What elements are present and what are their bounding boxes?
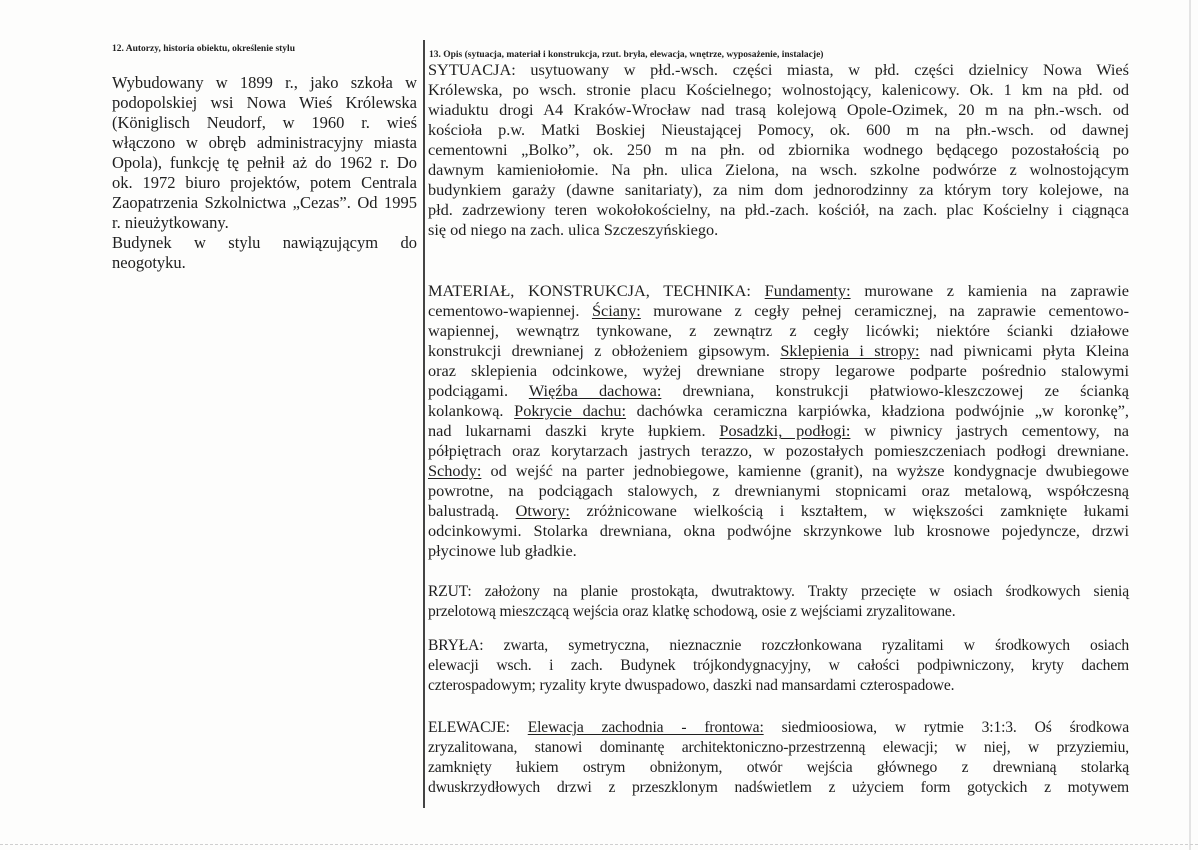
text-line: kościoła p.w. Matki Boskiej Nieustającej Pomocy, ok. 600 m na płn.-wsch. od dawnej — [428, 120, 1129, 139]
style-paragraph — [112, 233, 417, 273]
text-line: Zaopatrzenia Szkolnictwa „Cezas”. Od 1995 — [112, 193, 417, 212]
column-divider — [423, 40, 425, 808]
text-line: BRYŁA: zwarta, symetryczna, nieznacznie rozczłonkowana ryzalitami w środkowych osiach — [428, 637, 1129, 654]
text-line: MATERIAŁ, KONSTRUKCJA, TECHNIKA: Fundamenty: murowane z kamienia na zaprawie — [428, 281, 1129, 300]
text-line: dawnym kamieniołomie. Na płn. ulica Zielona, na wsch. szkolne podwórze z wolnostojącym — [428, 160, 1129, 179]
text-line: przelotową mieszczącą wejścia oraz klatkę schodową, osie z wejściami zryzalitowane. — [428, 603, 956, 620]
text-line: Opola), funkcję tę pełnił aż do 1962 r. Do — [112, 153, 417, 172]
text-line: podciągami. Więźba dachowa: drewniana, konstrukcji płatwiowo-kleszczowej ze ścianką — [428, 381, 1129, 400]
text-line: zamknięty łukiem ostrym obniżonym, otwór wejścia głównego z drewnianą stolarką — [428, 759, 1129, 776]
scan-edge — [1189, 0, 1191, 850]
text-line: balustradą. Otwory: zróżnicowane wielkością i kształtem, w większości zamknięte łukami — [428, 501, 1130, 520]
text-line: płd. zadrzewiony teren wokołokościelny, na płd.-zach. kościół, na zach. plac Kościelny i ciągnąca — [428, 200, 1129, 219]
text-line: r. nieużytkowany. — [112, 213, 229, 232]
elewacje-section — [428, 718, 1129, 798]
text-line: się od niego na zach. ulica Szczeszyńskiego. — [428, 220, 719, 239]
text-line: SYTUACJA: usytuowany w płd.-wsch. części miasta, w płd. części dzielnicy Nowa Wieś — [428, 60, 1129, 79]
subheading-label: Otwory: — [515, 501, 570, 520]
text-line: półpiętrach oraz korytarzach jastrych terazzo, w pozostałych pomieszczeniach podłogi drewniane. — [428, 441, 1129, 460]
text-line: kolankową. Pokrycie dachu: dachówka ceramiczna karpiówka, kładziona podwójnie „w koronkę”, — [428, 401, 1130, 420]
subheading-label: Schody: — [428, 461, 482, 480]
subheading-label: Pokrycie dachu: — [514, 401, 627, 420]
sytuacja-section — [428, 60, 1129, 240]
text-line: płycinowe lub gładkie. — [428, 541, 577, 560]
subheading-label: Elewacja zachodnia - frontowa: — [527, 719, 764, 736]
subheading-label: Posadzki, podłogi: — [719, 421, 851, 440]
section-13-header: 13. Opis (sytuacja, materiał i konstrukcja, rzut. bryła, elewacja, wnętrze, wyposażenie, instalacje) — [429, 50, 824, 60]
text-line: RZUT: założony na planie prostokąta, dwutraktowy. Trakty przecięte w osiach środkowych sienią — [428, 583, 1129, 600]
text-line: dwuskrzydłowych drzwi z przeszklonym nadświetlem z użyciem form gotyckich z motywem — [428, 779, 1129, 796]
bryla-section — [428, 636, 1129, 696]
text-line: zryzalitowana, stanowi dominantę architektoniczno-przestrzenną elewacji; w niej, w przyziemiu, — [428, 739, 1129, 756]
subheading-label: Więźba dachowa: — [528, 381, 662, 400]
text-line: Królewska, po wsch. stronie placu Kościelnego; wolnostojący, kalenicowy. Ok. 1 km na płd. od — [428, 80, 1129, 99]
text-line: powrotne, na podciągach stalowych, z drewnianymi stopnicami oraz metalową, współczesną — [428, 481, 1129, 500]
page-bottom-border — [0, 844, 1198, 846]
text-line: ok. 1972 biuro projektów, potem Centrala — [112, 173, 417, 192]
rzut-section — [428, 582, 1129, 622]
section-12-header: 12. Autorzy, historia obiektu, określenie stylu — [112, 44, 295, 54]
material-section — [428, 281, 1129, 561]
text-line: wapiennej, wewnątrz tynkowane, z zewnątrz z cegły licówki; niektóre ścianki działowe — [428, 321, 1129, 340]
history-paragraph — [112, 73, 417, 233]
text-line: (Königlisch Neudorf, w 1960 r. wieś — [112, 113, 417, 132]
text-line: włączono w obręb administracyjny miasta — [112, 133, 417, 152]
text-line: wiaduktu drogi A4 Kraków-Wrocław nad trasą kolejową Opole-Ozimek, 20 m na płn.-wsch. od — [428, 100, 1129, 119]
text-line: czterospadowym; ryzality kryte dwuspadowo, daszki nad mansardami czterospadowe. — [428, 677, 955, 694]
text-line: elewacji wsch. i zach. Budynek trójkondygnacyjny, w całości podpiwniczony, kryty dachem — [428, 657, 1129, 674]
text-line: Wybudowany w 1899 r., jako szkoła w — [112, 73, 417, 92]
text-line: Schody: od wejść na parter jednobiegowe, kamienne (granit), na wyższe kondygnacje dwubiegowe — [428, 461, 1129, 480]
text-line: neogotyku. — [112, 253, 186, 272]
text-line: oraz sklepienia odcinkowe, wyżej drewniane stropy legarowe podparte pośrednio stalowymi — [428, 361, 1129, 380]
text-line: budynkiem garaży (dawne sanitariaty), za nim dom jednorodzinny za którym tory kolejowe, na — [428, 180, 1129, 199]
text-line: podopolskiej wsi Nowa Wieś Królewska — [112, 93, 417, 112]
subheading-label: Ściany: — [591, 301, 641, 320]
text-line: Budynek w stylu nawiązującym do — [112, 233, 417, 252]
subheading-label: Fundamenty: — [764, 281, 851, 300]
text-line: ELEWACJE: Elewacja zachodnia - frontowa: siedmioosiowa, w rytmie 3:1:3. Oś środkowa — [428, 719, 1129, 736]
text-line: nad lukarnami daszki kryte łupkiem. Posadzki, podłogi: w piwnicy jastrych cementowy, na — [428, 421, 1130, 440]
subheading-label: Sklepienia i stropy: — [780, 341, 920, 360]
text-line: cementowni „Bolko”, ok. 250 m na płn. od zbiornika wodnego będącego pozostałością po — [428, 140, 1129, 159]
text-line: odcinkowymi. Stolarka drewniana, okna podwójne skrzynkowe lub krosnowe pojedyncze, drzwi — [428, 521, 1129, 540]
text-line: konstrukcji drewnianej z obłożeniem gipsowym. Sklepienia i stropy: nad piwnicami płyta Kleina — [428, 341, 1129, 360]
text-line: cementowo-wapiennej. Ściany: murowane z cegły pełnej ceramicznej, na zaprawie cementowo- — [428, 301, 1129, 320]
